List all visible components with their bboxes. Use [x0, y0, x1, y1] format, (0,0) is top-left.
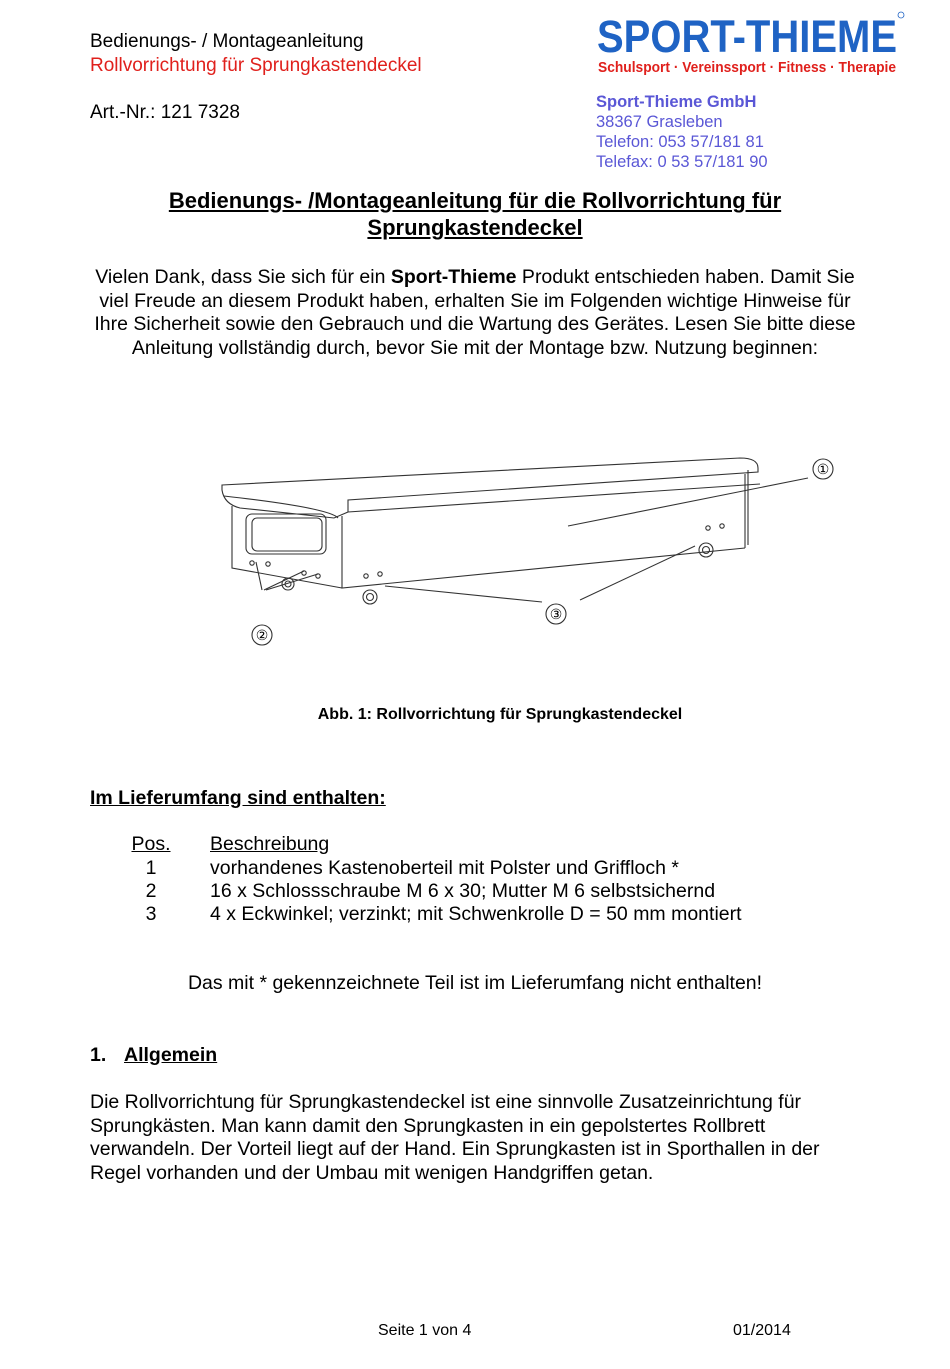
row-pos: 2 [145, 880, 157, 902]
intro-before-brand: Vielen Dank, dass Sie sich für ein [95, 266, 391, 288]
company-fax: Telefax: 0 53 57/181 90 [596, 153, 768, 171]
col-pos-header: Pos. [131, 833, 171, 855]
callout-label-1: ① [816, 461, 830, 477]
callout-label-3: ③ [549, 606, 563, 622]
scope-heading: Im Lieferumfang sind enthalten: [90, 787, 386, 809]
product-name: Rollvorrichtung für Sprungkastendeckel [90, 55, 422, 76]
sport-thieme-logo [595, 8, 905, 78]
title-line-1: Bedienungs- /Montageanleitung für die Rollvorrichtung für [168, 188, 782, 213]
row-desc: 16 x Schlossschraube M 6 x 30; Mutter M 6 selbstsichernd [210, 880, 716, 902]
figure-caption: Abb. 1: Rollvorrichtung für Sprungkastendeckel [317, 706, 683, 723]
company-name: Sport-Thieme GmbH [596, 93, 757, 111]
intro-brand: Sport-Thieme [390, 266, 517, 288]
section-1-heading [90, 1044, 217, 1067]
row-pos: 1 [145, 857, 157, 879]
row-desc: vorhandenes Kastenoberteil mit Polster und Griffloch * [210, 857, 679, 879]
intro-after-brand: Produkt entschieden haben. Damit Sie viel Freude an diesem Produkt haben, erhalten Sie im Folgenden wichtige Hinweise für Ihre Sicherheit sowie den Gebrauch und die Wartung des Gerätes. Lesen Sie bitte diese Anleitung vollständig durch, bevor Sie mit der Montage bzw. Nutzung beginnen: [94, 266, 856, 359]
row-pos: 3 [145, 903, 157, 925]
doc-type: Bedienungs- / Montageanleitung [90, 31, 364, 52]
company-address [596, 92, 768, 172]
row-desc: 4 x Eckwinkel; verzinkt; mit Schwenkrolle D = 50 mm montiert [210, 903, 742, 925]
section-1-title: Allgemein [124, 1044, 218, 1066]
logo-tagline: Schulsport · Vereinssport · Fitness · Therapie [598, 60, 896, 76]
section-1-text: Die Rollvorrichtung für Sprungkastendeckel ist eine sinnvolle Zusatzeinrichtung für Sprungkästen. Man kann damit den Sprungkasten in ein gepolstertes Rollbrett verwandeln. Der Vorteil liegt auf der Hand. Ein Sprungkasten ist in Sporthallen in der Regel vorhanden und der Umbau mit wenigen Handgriffen getan. [90, 1091, 820, 1184]
document-date: 01/2014 [733, 1322, 791, 1339]
page-number: Seite 1 von 4 [378, 1322, 472, 1339]
scope-note: Das mit * gekennzeichnete Teil ist im Lieferumfang nicht enthalten! [187, 972, 763, 994]
product-drawing [180, 440, 860, 660]
company-city: 38367 Grasleben [596, 113, 723, 131]
title-line-2: Sprungkastendeckel [367, 215, 583, 240]
col-desc-header: Beschreibung [210, 833, 330, 855]
company-phone: Telefon: 053 57/181 81 [596, 133, 764, 151]
callout-label-2: ② [255, 627, 269, 643]
intro-paragraph [80, 266, 870, 360]
logo-brand: SPORT-THIEME [597, 11, 897, 62]
page-title [95, 187, 855, 241]
article-number: Art.-Nr.: 121 7328 [90, 102, 240, 123]
section-1-number: 1. [90, 1044, 107, 1066]
